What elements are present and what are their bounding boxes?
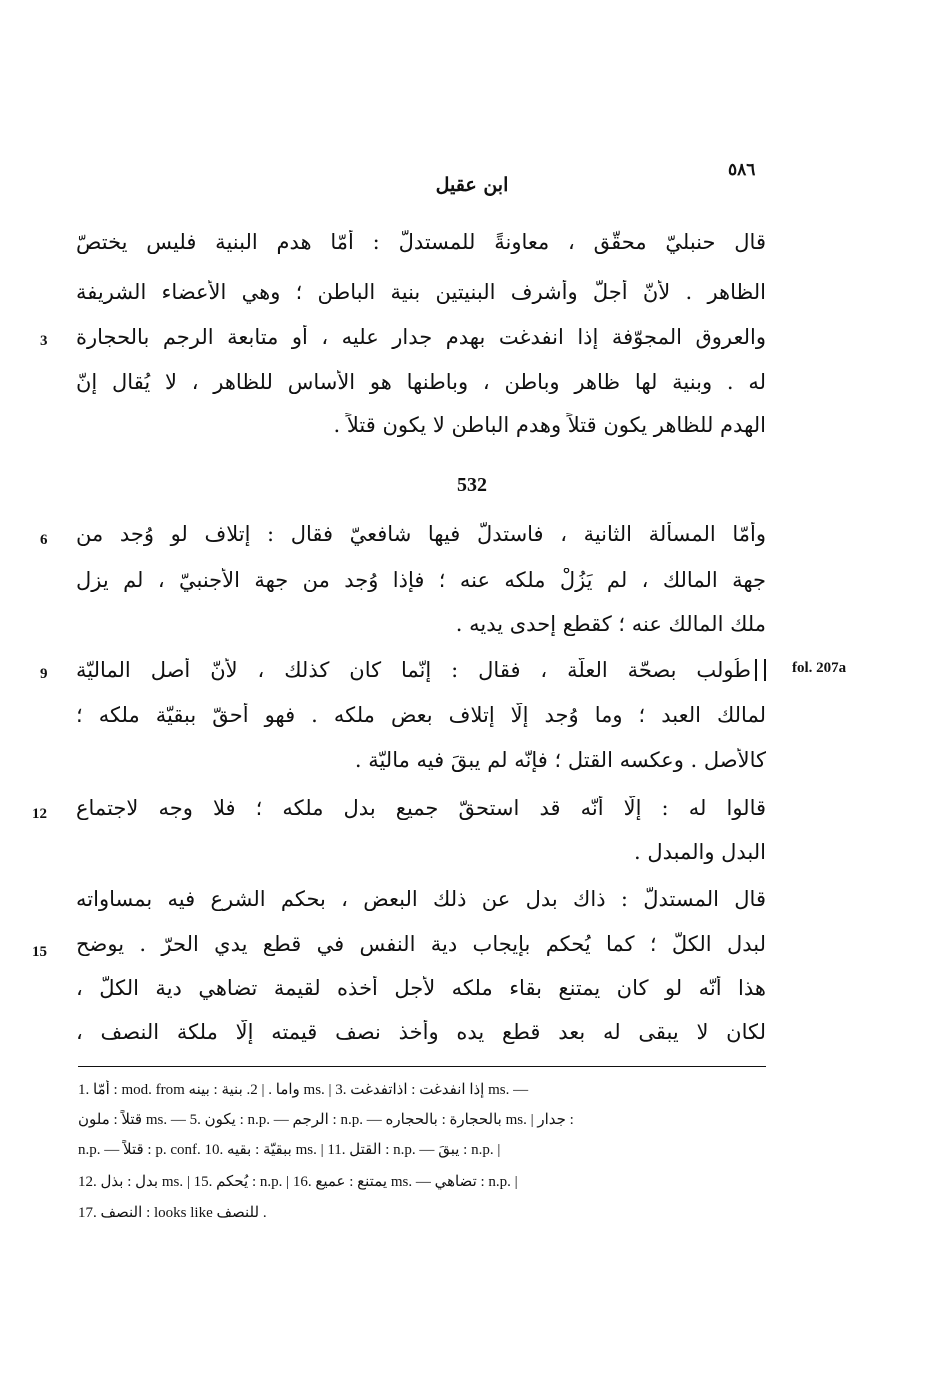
text-line: له . وبنية لها ظاهر وباطن ، وباطنها هو الأساس للظاهر ، لا يُقال إنّ (76, 370, 766, 394)
footnote-line: قتلاً : ملون ms. — 5. يكون : n.p. — الرجم : n.p. — بالحجارة : بالحجاره ms. | جدار : (78, 1112, 574, 1128)
text-line: الظاهر . لأنّ أجلّ وأشرف البنيتين بنية الباطن ؛ وهي الأعضاء الشريفة (76, 280, 766, 304)
text-line: الهدم للظاهر يكون قتلاً وهدم الباطن لا يكون قتلاً . (333, 413, 766, 437)
line-number: 6 (40, 532, 48, 548)
text-line-content: طُولب بصحّة العلّة ، فقال : إنّما كان كذلك ، لأنّ أصل الماليّة (76, 658, 751, 682)
line-number: 3 (40, 333, 48, 349)
footnote-line: n.p. — قتلاً : p. conf. 10. ببقيّة : بقيه ms. | 11. القتل : n.p. — يبقَ : n.p. | (78, 1142, 501, 1158)
page-number: ٥٨٦ (728, 160, 756, 180)
text-line: جهة المالك ، لم يَزُلْ ملكه عنه ؛ فإذا وُجد من جهة الأجنبيّ ، لم يزل (76, 568, 766, 592)
running-head: ابن عقيل (435, 174, 509, 196)
line-number: 12 (32, 806, 47, 822)
text-line-folio-mark (76, 658, 766, 682)
text-line: لبدل الكلّ ؛ كما يُحكم بإيجاب دية النفس في قطع يدي الحرّ . يوضح (76, 932, 766, 956)
line-number: 9 (40, 666, 48, 682)
text-line: قال حنبليّ محقّق ، معاونةً للمستدلّ : أمّا هدم البنية فليس يختصّ (76, 230, 766, 254)
text-line: كالأصل . وعكسه القتل ؛ فإنّه لم يبقَ فيه ماليّة . (354, 748, 766, 772)
text-line: وأمّا المسألة الثانية ، فاستدلّ فيها شافعيّ فقال : إتلاف لو وُجد من (76, 522, 766, 546)
text-line: قالوا له : إلّا أنّه قد استحقّ جميع بدل ملكه ؛ فلا وجه لاجتماع (76, 796, 766, 820)
text-line: هذا أنّه لو كان يمتنع بقاء ملكه لأجل أخذه لقيمة تضاهي دية الكلّ ، (76, 976, 766, 1000)
section-number: 532 (457, 474, 487, 496)
footnote-line: 1. أمّا : mod. from واما . | 2. بنية : بينه ms. | 3. إذا انفدغت : اذاتفدغت ms. — (78, 1082, 529, 1098)
footnote-line: 17. النصف : looks like للنصف . (78, 1205, 267, 1221)
footnote-line: 12. بدل : بذل ms. | 15. يُحكم : n.p. | 16. يمتنع : عميع ms. — تضاهي : n.p. | (78, 1174, 518, 1190)
text-line: لكان لا يبقى له بعد قطع يده وأخذ نصف قيمته إلّا ملكة النصف ، (76, 1020, 766, 1044)
folio-marker-bars (755, 659, 766, 681)
text-line: قال المستدلّ : ذاك بدل عن ذلك البعض ، بحكم الشرع فيه بمساواته (76, 887, 766, 911)
text-line: البدل والمبدل . (633, 840, 766, 864)
folio-reference: fol. 207a (792, 660, 847, 676)
text-line: والعروق المجوّفة إذا انفدغت بهدم جدار عليه ، أو متابعة الرجم بالحجارة (76, 325, 766, 349)
text-line: ملك المالك عنه ؛ كقطع إحدى يديه . (455, 612, 766, 636)
line-number: 15 (32, 944, 47, 960)
text-line: لمالك العبد ؛ وما وُجد إلّا إتلاف بعض ملكه . فهو أحقّ ببقيّة ملكه ؛ (76, 703, 766, 727)
footnote-rule (78, 1066, 766, 1067)
